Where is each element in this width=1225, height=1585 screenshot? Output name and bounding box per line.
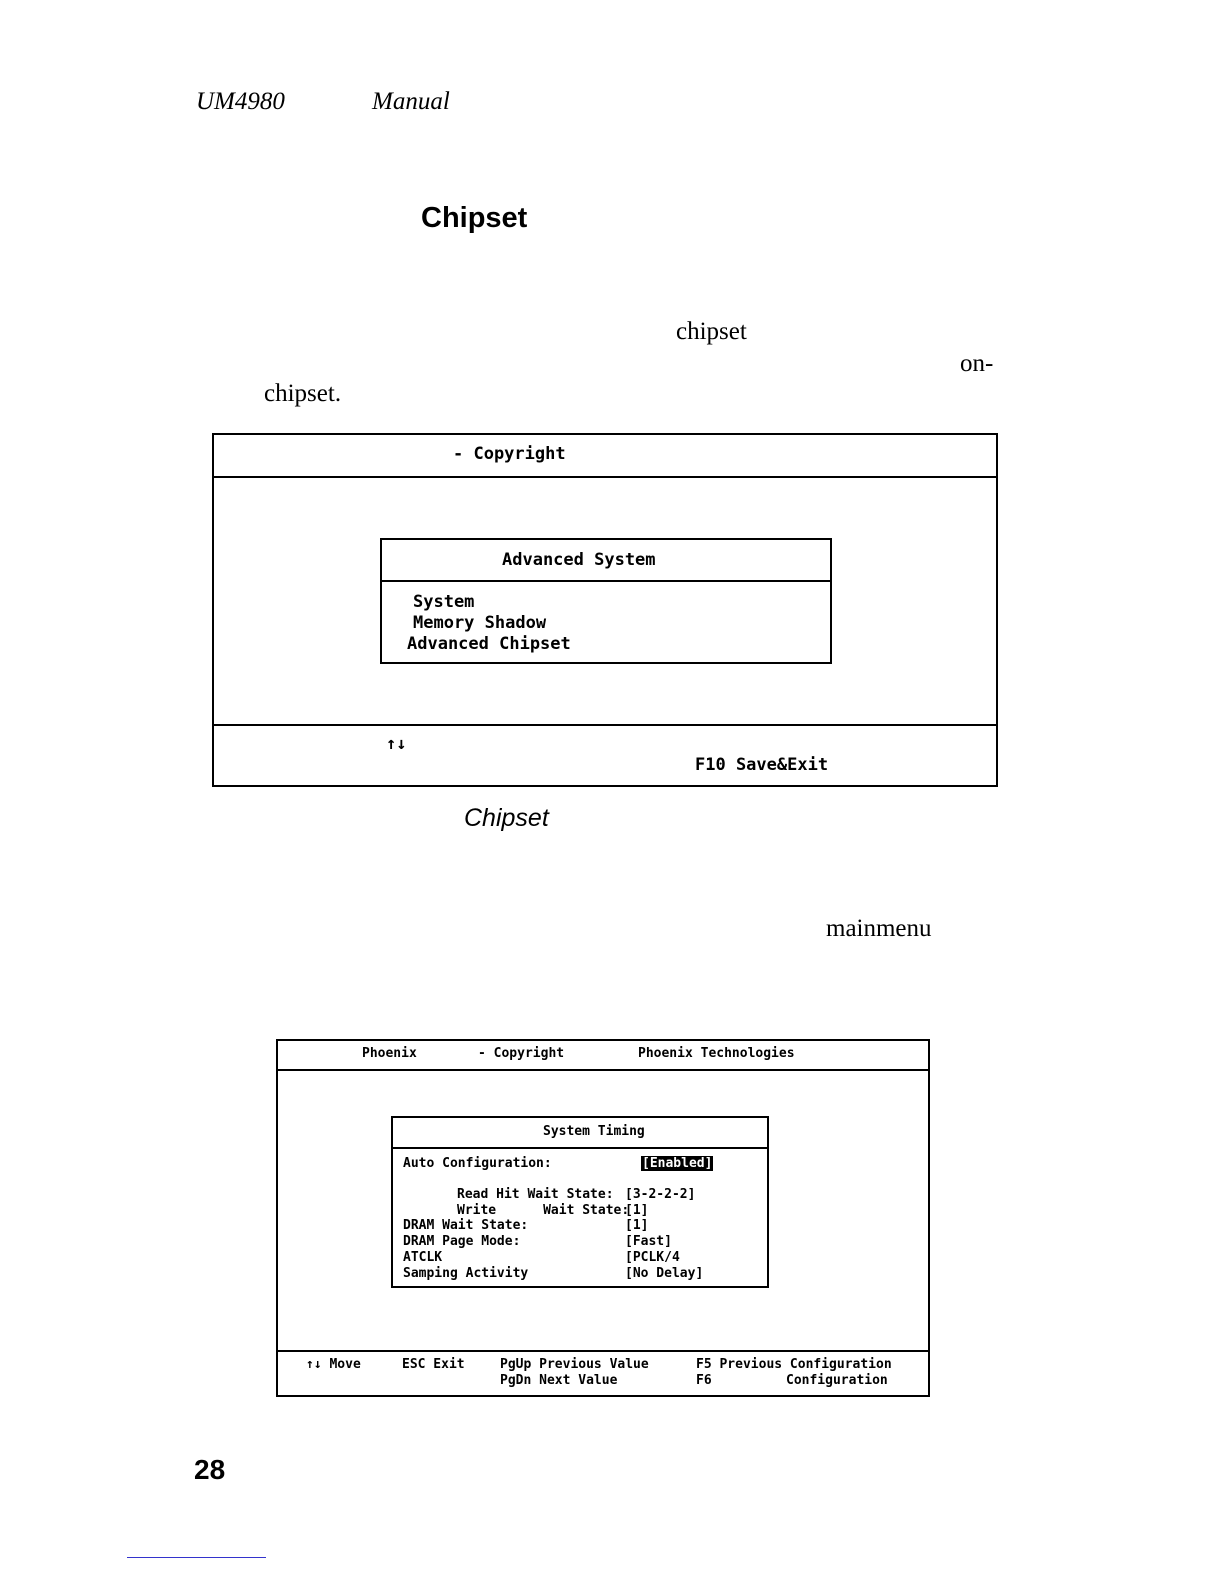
read-hit-wait-state-value[interactable]: [3-2-2-2]: [625, 1187, 696, 1202]
bios-title-copyright: - Copyright: [478, 1046, 565, 1061]
menu-item-advanced-chipset[interactable]: Advanced Chipset: [407, 634, 571, 654]
panel-title-divider: [393, 1147, 767, 1149]
footer-move-key[interactable]: ↑↓ Move: [306, 1357, 361, 1372]
footnote-rule: [127, 1557, 266, 1558]
menu-title-divider: [382, 580, 830, 582]
running-header-model: UM4980: [196, 88, 285, 115]
intro-text-on: on-: [960, 350, 994, 377]
read-hit-wait-state-label: Read Hit Wait State:: [457, 1187, 614, 1202]
write-wait-state-value[interactable]: [1]: [625, 1203, 649, 1218]
footer-esc-exit-key[interactable]: ESC Exit: [402, 1357, 465, 1372]
bios-title-phoenix: Phoenix: [362, 1046, 417, 1061]
title-divider: [214, 476, 996, 478]
system-timing-panel: [391, 1116, 769, 1288]
menu-title: Advanced System: [502, 550, 656, 570]
move-arrows-icon: ↑↓: [386, 734, 407, 754]
dram-page-mode-value[interactable]: [Fast]: [625, 1234, 672, 1249]
intro-text-chipset: chipset: [676, 318, 747, 345]
bios-title-phoenix-technologies: Phoenix Technologies: [638, 1046, 795, 1061]
footer-f6-key[interactable]: F6: [696, 1373, 712, 1388]
figure-caption-chipset: Chipset: [464, 804, 549, 832]
title-divider: [278, 1069, 928, 1071]
bios-title-copyright: - Copyright: [453, 444, 566, 464]
bios-screen-system-timing: [276, 1039, 930, 1397]
highlighted-value[interactable]: [Enabled]: [642, 1156, 713, 1171]
dram-wait-state-value[interactable]: [1]: [625, 1218, 649, 1233]
footer-f5-key[interactable]: F5 Previous Configuration: [696, 1357, 892, 1372]
atclk-label: ATCLK: [403, 1250, 443, 1265]
dram-page-mode-label: DRAM Page Mode:: [403, 1234, 521, 1249]
footer-f6-configuration: Configuration: [786, 1373, 888, 1388]
atclk-value[interactable]: [PCLK/4: [625, 1250, 680, 1265]
samping-activity-label: Samping Activity: [403, 1266, 529, 1281]
bios-screen-advanced-system: [212, 433, 998, 787]
running-header-manual: Manual: [372, 88, 450, 115]
dram-wait-state-label: DRAM Wait State:: [403, 1218, 529, 1233]
menu-item-system[interactable]: System: [413, 592, 475, 612]
footer-divider: [214, 724, 996, 726]
f10-save-exit-key[interactable]: F10 Save&Exit: [695, 755, 829, 775]
body-text-mainmenu: mainmenu: [826, 915, 932, 942]
panel-title: System Timing: [543, 1124, 645, 1139]
advanced-system-menu: [380, 538, 832, 664]
menu-item-memory-shadow[interactable]: Memory Shadow: [413, 613, 547, 633]
page-number: 28: [194, 1454, 226, 1485]
samping-activity-value[interactable]: [No Delay]: [625, 1266, 704, 1281]
section-heading: Chipset: [421, 202, 528, 234]
footer-divider: [278, 1350, 928, 1352]
footer-pgdn-key[interactable]: PgDn Next Value: [500, 1373, 618, 1388]
write-wait-state-label: Write Wait State:: [457, 1203, 630, 1218]
intro-text-chipset-end: chipset.: [264, 380, 342, 407]
auto-configuration-value[interactable]: [641, 1156, 713, 1171]
footer-pgup-key[interactable]: PgUp Previous Value: [500, 1357, 649, 1372]
auto-configuration-label: Auto Configuration:: [403, 1156, 552, 1171]
